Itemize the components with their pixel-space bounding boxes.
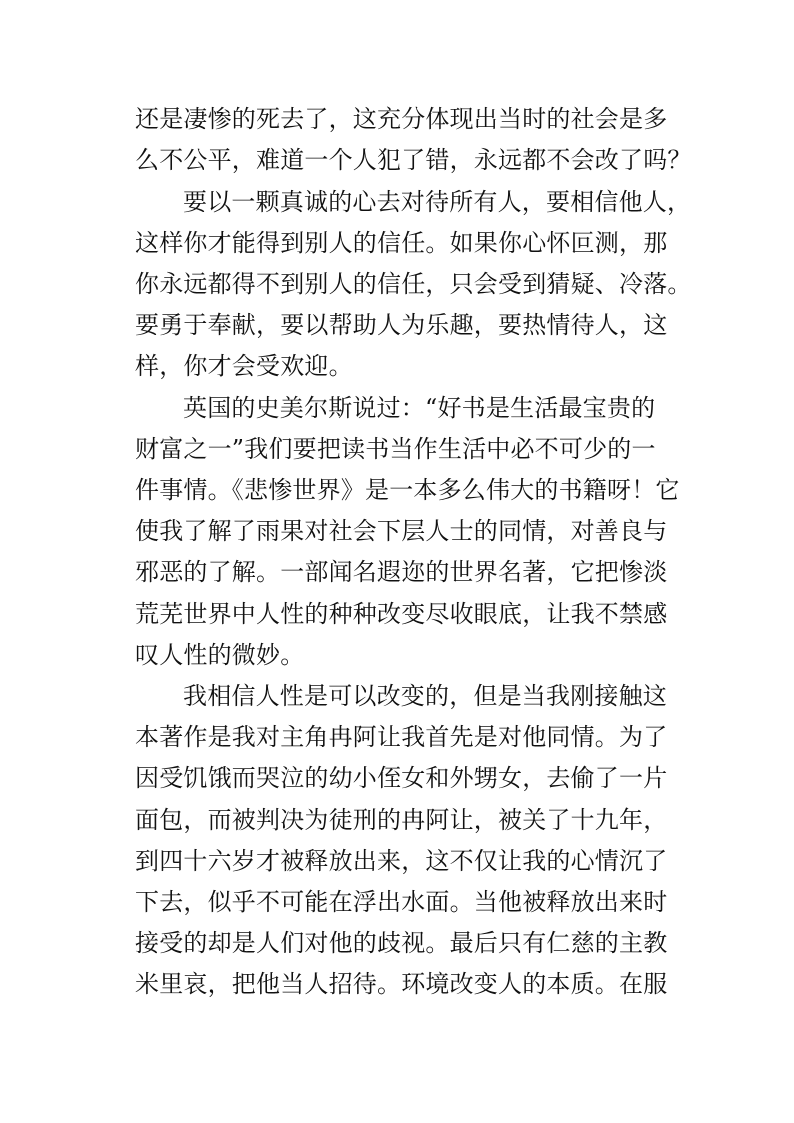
text-line: 叹人性的微妙。 (135, 641, 305, 669)
text-line: 因受饥饿而哭泣的幼小侄女和外甥女，去偷了一片 (135, 764, 668, 792)
text-line: 财富之一”我们要把读书当作生活中必不可少的一 (135, 435, 656, 463)
text-line: 荒芜世界中人性的种种改变尽收眼底，让我不禁感 (135, 600, 668, 628)
text-line: 样，你才会受欢迎。 (135, 352, 353, 380)
text-line: 面包，而被判决为徒刑的冉阿让，被关了十九年， (135, 806, 668, 834)
text-line: 这样你才能得到别人的信任。如果你心怀叵测，那 (135, 229, 668, 257)
text-line: 件事情。《悲惨世界》是一本多么伟大的书籍呀！它 (135, 476, 680, 504)
text-line: 接受的却是人们对他的歧视。最后只有仁慈的主教 (135, 929, 668, 957)
text-line: 米里哀，把他当人招待。环境改变人的本质。在服 (135, 970, 668, 998)
text-line: 下去，似乎不可能在浮出水面。当他被释放出来时 (135, 888, 668, 916)
paragraph-first-line: 要以一颗真诚的心去对待所有人，要相信他人， (183, 188, 692, 216)
text-line: 么不公平，难道一个人犯了错，永远都不会改了吗？ (135, 146, 692, 174)
text-line: 到四十六岁才被释放出来，这不仅让我的心情沉了 (135, 847, 668, 875)
text-line: 还是凄惨的死去了，这充分体现出当时的社会是多 (135, 105, 668, 133)
text-line: 邪恶的了解。一部闻名遐迩的世界名著，它把惨淡 (135, 558, 668, 586)
text-line: 你永远都得不到别人的信任，只会受到猜疑、冷落。 (135, 270, 692, 298)
text-line: 本著作是我对主角冉阿让我首先是对他同情。为了 (135, 723, 668, 751)
text-line: 要勇于奉献，要以帮助人为乐趣，要热情待人，这 (135, 311, 668, 339)
paragraph-first-line: 英国的史美尔斯说过：“好书是生活最宝贵的 (183, 394, 656, 422)
paragraph-first-line: 我相信人性是可以改变的，但是当我刚接触这 (183, 682, 667, 710)
text-line: 使我了解了雨果对社会下层人士的同情，对善良与 (135, 517, 668, 545)
